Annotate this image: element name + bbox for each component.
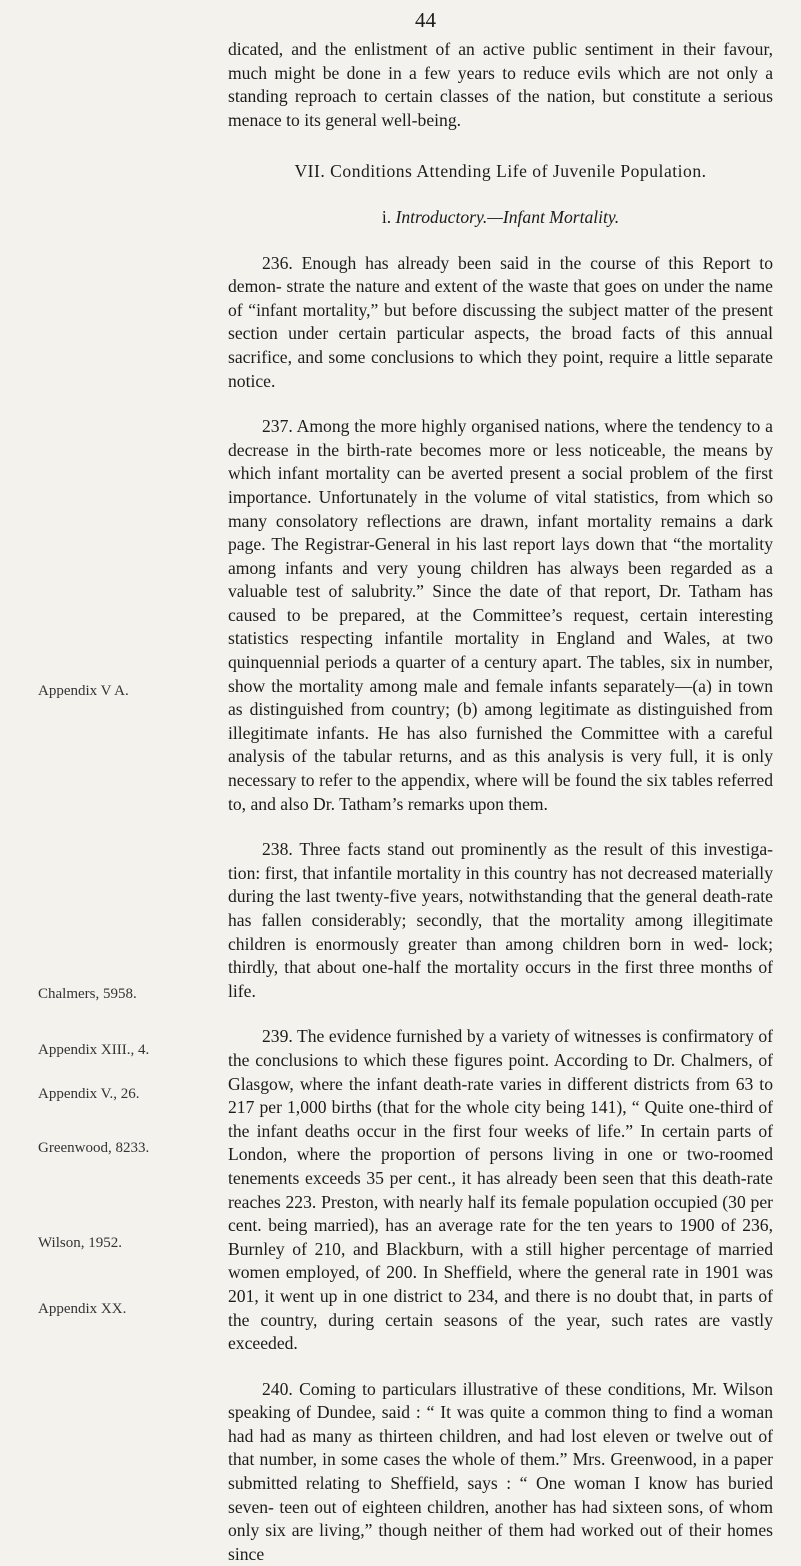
margin-note-chalmers: Chalmers, 5958. xyxy=(38,986,137,1002)
margin-note-greenwood: Greenwood, 8233. xyxy=(38,1140,150,1156)
margin-note-appendix-xx: Appendix XX. xyxy=(38,1301,127,1317)
sub-heading-title: Introductory.—Infant Mortality. xyxy=(395,206,620,227)
section-heading: VII. Conditions Attending Life of Juvenile Population. xyxy=(294,161,707,182)
paragraph-240: 240. Coming to particulars illustrative of these conditions, Mr. Wilson speaking of Dundee, said : “ It was quite a common thing to find a woman had had as many as thirteen children, and had lost eleven or twelve out of that number, in some cases the whole of them.” Mrs. Greenwood, in a paper submitted relating to Sheffield, says : “ One woman I know has buried seven- teen out of eighteen children, another has had sixteen sons, of whom only six are living,” though neither of them had worked out of their homes since xyxy=(228,1378,773,1564)
paragraph-239: 239. The evidence furnished by a variety of witnesses is confirmatory of the conclusions to which these figures point. According to Dr. Chalmers, of Glasgow, where the infant death-rate varies in different districts from 63 to 217 per 1,000 births (that for the whole city being 141), “ Quite one-third of the infant deaths occur in the first four weeks of life.” In certain parts of London, where the proportion of persons living in one or two-roomed tenements exceeds 35 per cent., it has already been seen that this death-rate reaches 223. Preston, with nearly half its female population occupied (30 per cent. being married), has an average rate for the ten years to 1900 of 236, Burnley of 210, and Blackburn, with a still higher percentage of married women employed, of 200. In Sheffield, where the general rate in 1901 was 201, it went up in one district to 234, and there is no doubt that, in parts of the country, during certain seasons of the year, such rates are vastly exceeded. xyxy=(228,1026,773,1354)
margin-note-appendix-xiii: Appendix XIII., 4. xyxy=(38,1042,150,1058)
paragraph-236: 236. Enough has already been said in the course of this Report to demon- strate the nature and extent of the waste that goes on under the name of “infant mortality,” but before discussing the subject matter of the present section under certain particular aspects, the broad facts of this annual sacrifice, and some conclusions to which they point, require a little separate notice. xyxy=(228,252,773,391)
sub-heading xyxy=(228,206,773,230)
intro-paragraph: dicated, and the enlistment of an active public sentiment in their favour, much might be done in a few years to reduce evils which are not only a standing reproach to certain classes of the nation, but constitute a serious menace to its general well-being. xyxy=(228,39,773,130)
page-number: 44 xyxy=(415,8,436,32)
paragraph-238: 238. Three facts stand out prominently as the result of this investiga- tion: first, that infantile mortality in this country has not decreased materially during the last twenty-five years, notwithstanding that the general death-rate has fallen considerably; secondly, that the mortality among illegitimate children is enormously greater than among children born in wed- lock; thirdly, that about one-half the mortality occurs in the first three months of life. xyxy=(228,839,773,1001)
margin-note-wilson: Wilson, 1952. xyxy=(38,1235,122,1251)
margin-note-appendix-v26: Appendix V., 26. xyxy=(38,1086,140,1102)
margin-note-appendix-va: Appendix V A. xyxy=(38,683,129,699)
paragraph-237: 237. Among the more highly organised nations, where the tendency to a decrease in the birth-rate becomes more or less noticeable, the means by which infant mortality can be averted present a social problem of the first importance. Unfortunately in the volume of vital statistics, from which so many consolatory reflections are drawn, infant mortality remains a dark page. The Registrar-General in his last report lays down that “the mortality among infants and very young children has always been regarded as a valuable test of salubrity.” Since the date of that report, Dr. Tatham has caused to be prepared, at the Committee’s request, certain interesting statistics respecting infantile mortality in England and Wales, at two quinquennial periods a quarter of a century apart. The tables, six in number, show the mortality among male and female infants separately—(a) in town as distinguished from country; (b) among legitimate as distinguished from illegitimate infants. He has also furnished the Committee with a careful analysis of the tabular returns, and as this analysis is very full, it is only necessary to refer to the appendix, where will be found the six tables referred to, and also Dr. Tatham’s remarks upon them. xyxy=(228,416,773,814)
sub-heading-number: i. xyxy=(381,206,392,227)
main-text-column xyxy=(228,38,773,1566)
